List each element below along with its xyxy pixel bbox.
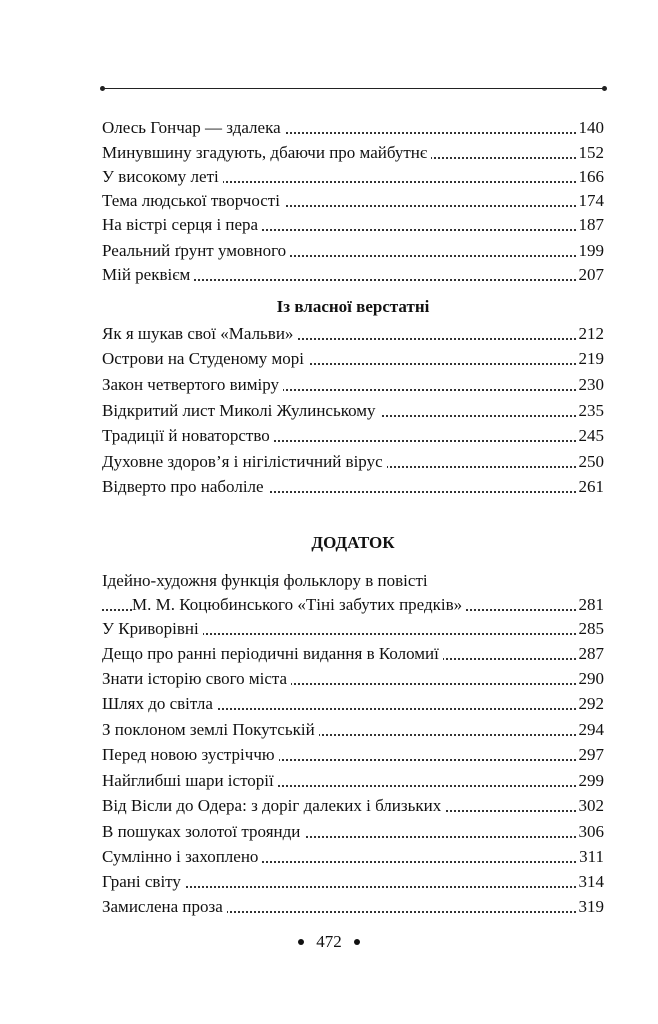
- toc-entry: [102, 424, 604, 448]
- toc-entry-page: 306: [577, 820, 605, 844]
- toc-entry-title: Як я шукав свої «Мальви»: [102, 324, 297, 343]
- toc-entry-page: 152: [577, 141, 605, 165]
- toc-entry-title: Закон четвертого виміру: [102, 375, 283, 394]
- toc-entry: [102, 794, 604, 818]
- bullet-left-icon: [298, 939, 304, 945]
- toc-entry-line1: [102, 569, 604, 593]
- section-heading: Із власної верстатні: [276, 297, 430, 316]
- toc-entry-page: 166: [577, 165, 605, 189]
- toc-entry: [102, 322, 604, 346]
- toc-entry-page: 245: [577, 424, 605, 448]
- toc-entry: [102, 141, 604, 165]
- toc-entry-page: 140: [577, 116, 605, 140]
- toc-entry: [102, 692, 604, 716]
- toc-entry: [102, 617, 604, 641]
- toc-entry-page: 212: [577, 322, 605, 346]
- toc-entry-title: В пошуках золотої троянди: [102, 822, 304, 841]
- toc-entry: [102, 239, 604, 263]
- toc-entry-title: М. М. Коцюбинського «Тіні забутих предків»: [132, 595, 466, 614]
- toc-entry: [102, 593, 604, 617]
- toc-entry-title: Минувшину згадують, дбаючи про майбутнє: [102, 143, 431, 162]
- toc-entry-title: На вістрі серця і пера: [102, 215, 262, 234]
- toc-entry-page: 302: [577, 794, 605, 818]
- toc-entry-title: З поклоном землі Покутській: [102, 720, 319, 739]
- toc-entry-title: Острови на Студеному морі: [102, 349, 308, 368]
- toc-entry-title: Ідейно-художня функція фольклору в повісті: [102, 571, 432, 590]
- toc-entry-title: Тема людської творчості: [102, 191, 284, 210]
- toc-entry-page: 319: [577, 895, 605, 919]
- toc-entry: [102, 870, 604, 894]
- toc-entry: [102, 116, 604, 140]
- toc-entry: [102, 667, 604, 691]
- toc-entry: [102, 373, 604, 397]
- toc-entry: [102, 769, 604, 793]
- toc-entry-title: Шлях до світла: [102, 694, 217, 713]
- toc-entry-title: У високому леті: [102, 167, 223, 186]
- toc-entry-title: Відверто про наболіле: [102, 477, 268, 496]
- toc-entry: [102, 895, 604, 919]
- toc-entry: [102, 399, 604, 423]
- toc-entry: [102, 189, 604, 213]
- toc-entry-page: 290: [577, 667, 605, 691]
- toc-entry-title: Олесь Гончар — здалека: [102, 118, 285, 137]
- toc-entry-title: Найглибші шари історії: [102, 771, 278, 790]
- toc-entry-page: 281: [577, 593, 605, 617]
- toc-entry-page: 187: [577, 213, 605, 237]
- toc-entry: [102, 743, 604, 767]
- toc-entry-title: Мій реквієм: [102, 265, 194, 284]
- toc-entry-page: 174: [577, 189, 605, 213]
- toc-entry-page: 297: [577, 743, 605, 767]
- toc-entry-page: 285: [577, 617, 605, 641]
- toc-entry-title: Сумлінно і захоплено: [102, 847, 262, 866]
- toc-entry-page: 250: [577, 450, 605, 474]
- toc-entry-page: 199: [577, 239, 605, 263]
- page-number-footer: [0, 930, 658, 954]
- toc-entry-page: 219: [577, 347, 605, 371]
- toc-entry-title: Реальний ґрунт умовного: [102, 241, 290, 260]
- toc-entry-page: 261: [577, 475, 605, 499]
- bullet-right-icon: [354, 939, 360, 945]
- toc-entry-title: Традиції й новаторство: [102, 426, 274, 445]
- toc-entry: [102, 263, 604, 287]
- table-of-contents: [102, 0, 604, 1024]
- toc-entry: [102, 642, 604, 666]
- toc-entry-title: Замислена проза: [102, 897, 227, 916]
- toc-entry: [102, 718, 604, 742]
- toc-entry-page: 299: [577, 769, 605, 793]
- toc-entry-title: Знати історію свого міста: [102, 669, 291, 688]
- toc-entry: [102, 450, 604, 474]
- toc-entry-page: 294: [577, 718, 605, 742]
- toc-entry-title: Від Вісли до Одера: з доріг далеких і близьких: [102, 796, 445, 815]
- toc-entry-title: Перед новою зустріччю: [102, 745, 279, 764]
- toc-entry-title: Духовне здоров’я і нігілістичний вірус: [102, 452, 387, 471]
- toc-entry-page: 292: [577, 692, 605, 716]
- toc-entry-title: Відкритий лист Миколі Жулинському: [102, 401, 380, 420]
- toc-entry: [102, 820, 604, 844]
- toc-entry-page: 311: [577, 845, 604, 869]
- toc-entry-title: Грані світу: [102, 872, 185, 891]
- toc-entry: [102, 475, 604, 499]
- page-number: 472: [316, 932, 342, 951]
- toc-entry-page: 314: [577, 870, 605, 894]
- toc-entry-page: 287: [577, 642, 605, 666]
- toc-entry-page: 235: [577, 399, 605, 423]
- section-heading: ДОДАТОК: [311, 533, 395, 552]
- toc-entry: [102, 213, 604, 237]
- toc-entry-title: У Криворівні: [102, 619, 203, 638]
- toc-entry-title: Дещо про ранні періодичні видання в Коломиї: [102, 644, 443, 663]
- toc-entry: [102, 347, 604, 371]
- toc-entry: [102, 165, 604, 189]
- toc-entry: [102, 845, 604, 869]
- toc-entry-page: 207: [577, 263, 605, 287]
- toc-entry-page: 230: [577, 373, 605, 397]
